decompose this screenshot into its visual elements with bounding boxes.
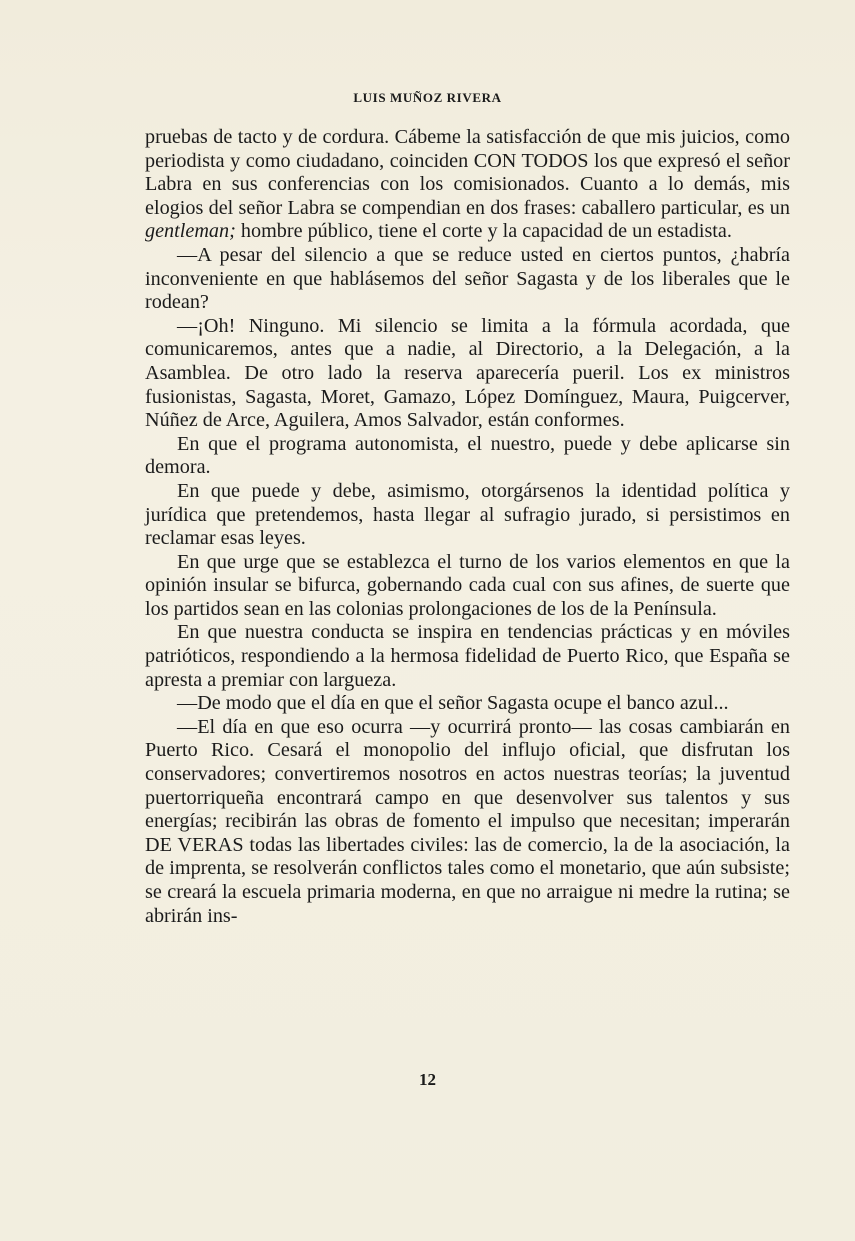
paragraph-3: —¡Oh! Ninguno. Mi silencio se limita a la fórmula acordada, que comunicaremos, antes que a nadie, al Directorio, a la Delegación, a la Asamblea. De otro lado la reserva aparecería pueril. Los ex ministros fusionistas, Sagasta, Moret, Gamazo, López Domínguez, Maura, Puigcerver, Núñez de Arce, Aguilera, Amos Salvador, están conformes. xyxy=(145,314,790,432)
page-number: 12 xyxy=(419,1070,436,1089)
paragraph-6: En que urge que se establezca el turno de los varios elementos en que la opinión insular se bifurca, gobernando cada cual con sus afines, de suerte que los partidos sean en las colonias prolongaciones de los de la Península. xyxy=(145,550,790,620)
paragraph-7: En que nuestra conducta se inspira en tendencias prácticas y en móviles patrióticos, respondiendo a la hermosa fidelidad de Puerto Rico, que España se apresta a premiar con largueza. xyxy=(145,621,790,691)
paragraph-2: —A pesar del silencio a que se reduce usted en ciertos puntos, ¿habría inconveniente en que hablásemos del señor Sagasta y de los liberales que le rodean? xyxy=(145,243,790,314)
body-text xyxy=(145,126,790,928)
paragraph-1-italic: gentleman; xyxy=(145,220,236,243)
paragraph-1 xyxy=(145,126,790,244)
running-head: LUIS MUÑOZ RIVERA xyxy=(353,90,502,105)
paragraph-5: En que puede y debe, asimismo, otorgársenos la identidad política y jurídica que pretendemos, hasta llegar al sufragio jurado, si persistimos en reclamar esas leyes. xyxy=(145,479,790,550)
paragraph-1-text-end: hombre público, tiene el corte y la capacidad de un estadista. xyxy=(235,220,732,243)
paragraph-1-text: pruebas de tacto y de cordura. Cábeme la satisfacción de que mis juicios, como periodista y como ciudadano, coinciden CON TODOS los que expresó el señor Labra en sus conferencias con los comisionados. Cuanto a lo demás, mis elogios del señor Labra se compendian en dos frases: caballero particular, es un xyxy=(145,126,790,219)
paragraph-4: En que el programa autonomista, el nuestro, puede y debe aplicarse sin demora. xyxy=(145,432,790,479)
paragraph-8: —De modo que el día en que el señor Sagasta ocupe el banco azul... xyxy=(177,692,729,715)
paragraph-9: —El día en que eso ocurra —y ocurrirá pronto— las cosas cambiarán en Puerto Rico. Cesará el monopolio del influjo oficial, que disfrutan los conservadores; convertiremos nosotros en actos nuestras teorías; la juventud puertorriqueña encontrará campo en que desenvolver sus talentos y sus energías; recibirán las obras de fomento el impulso que necesitan; imperarán DE VERAS todas las libertades civiles: las de comercio, la de la asociación, la de imprenta, se resolverán conflictos tales como el monetario, que aún subsiste; se creará la escuela primaria moderna, en que no arraigue ni medre la rutina; se abrirán ins- xyxy=(145,715,790,927)
